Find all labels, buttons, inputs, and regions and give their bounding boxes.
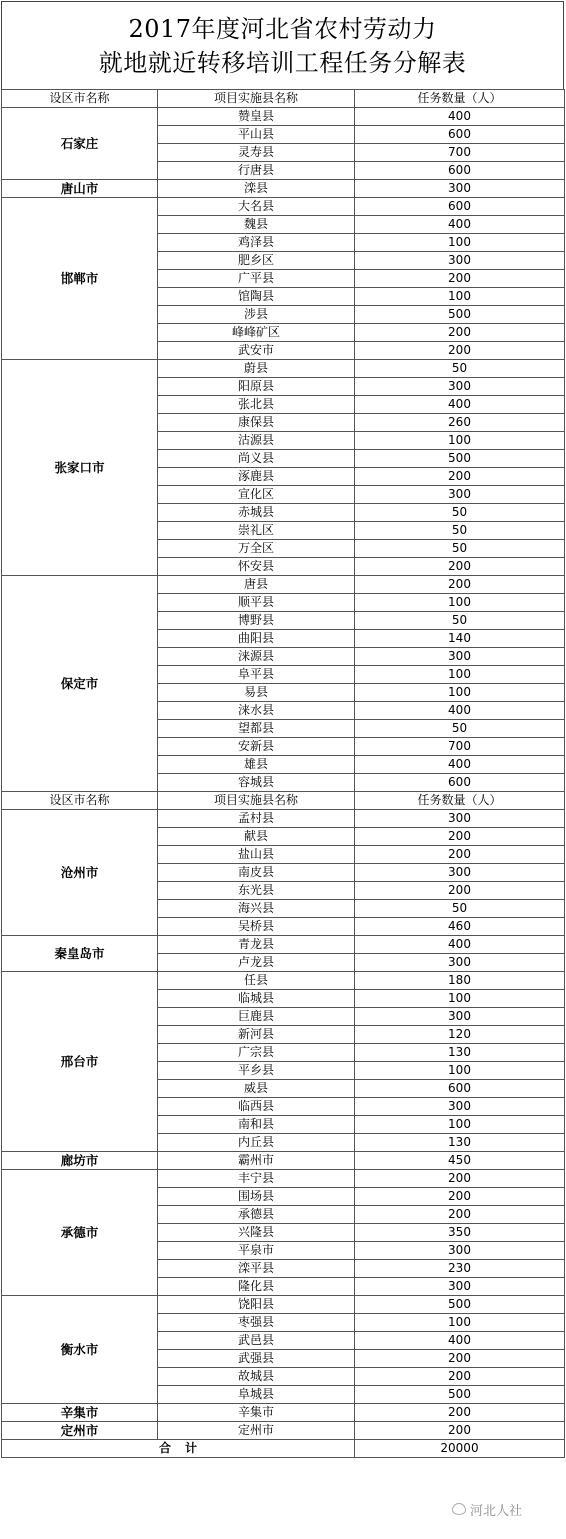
task-count-cell: 300: [355, 864, 565, 882]
table-header-row: [2, 90, 565, 108]
county-name-cell: 灵寿县: [158, 144, 355, 162]
county-name-cell: 容城县: [158, 774, 355, 792]
county-name-cell: 沽源县: [158, 432, 355, 450]
task-count-cell: 180: [355, 972, 565, 990]
county-name-cell: 青龙县: [158, 936, 355, 954]
task-count-cell: 300: [355, 180, 565, 198]
county-name-cell: 临城县: [158, 990, 355, 1008]
task-count-cell: 230: [355, 1260, 565, 1278]
task-count-cell: 100: [355, 1062, 565, 1080]
task-count-cell: 450: [355, 1152, 565, 1170]
total-value: 20000: [355, 1440, 565, 1458]
county-name-cell: 饶阳县: [158, 1296, 355, 1314]
county-name-cell: 博野县: [158, 612, 355, 630]
task-count-cell: 460: [355, 918, 565, 936]
county-name-cell: 霸州市: [158, 1152, 355, 1170]
task-count-cell: 50: [355, 720, 565, 738]
task-count-cell: 100: [355, 990, 565, 1008]
county-name-cell: 围场县: [158, 1188, 355, 1206]
task-count-cell: 200: [355, 1188, 565, 1206]
total-row: [2, 1440, 565, 1458]
county-name-cell: 康保县: [158, 414, 355, 432]
task-count-cell: 100: [355, 288, 565, 306]
county-name-cell: 广宗县: [158, 1044, 355, 1062]
city-name-cell: 石家庄: [2, 108, 158, 180]
task-count-cell: 200: [355, 828, 565, 846]
task-count-cell: 100: [355, 234, 565, 252]
county-name-cell: 枣强县: [158, 1314, 355, 1332]
task-count-cell: 100: [355, 594, 565, 612]
city-name-cell: 秦皇岛市: [2, 936, 158, 972]
header-count: 任务数量（人）: [355, 90, 565, 108]
task-count-cell: 100: [355, 1116, 565, 1134]
task-count-cell: 400: [355, 396, 565, 414]
task-count-cell: 200: [355, 1404, 565, 1422]
county-name-cell: 滦平县: [158, 1260, 355, 1278]
title-line-1: 2017年度河北省农村劳动力: [128, 14, 437, 43]
task-count-cell: 100: [355, 666, 565, 684]
table-header-row: [2, 792, 565, 810]
header-county: 项目实施县名称: [158, 90, 355, 108]
task-count-cell: 100: [355, 684, 565, 702]
task-count-cell: 600: [355, 126, 565, 144]
task-count-cell: 50: [355, 612, 565, 630]
task-count-cell: 200: [355, 882, 565, 900]
task-count-cell: 700: [355, 144, 565, 162]
county-name-cell: 武强县: [158, 1350, 355, 1368]
task-count-cell: 200: [355, 468, 565, 486]
county-name-cell: 内丘县: [158, 1134, 355, 1152]
city-name-cell: 辛集市: [2, 1404, 158, 1422]
task-count-cell: 400: [355, 756, 565, 774]
city-name-cell: 承德市: [2, 1170, 158, 1296]
county-name-cell: 平泉市: [158, 1242, 355, 1260]
task-count-cell: 300: [355, 810, 565, 828]
task-count-cell: 500: [355, 450, 565, 468]
county-name-cell: 峰峰矿区: [158, 324, 355, 342]
county-name-cell: 辛集市: [158, 1404, 355, 1422]
county-name-cell: 武邑县: [158, 1332, 355, 1350]
county-name-cell: 平乡县: [158, 1062, 355, 1080]
county-name-cell: 威县: [158, 1080, 355, 1098]
county-name-cell: 涞水县: [158, 702, 355, 720]
county-name-cell: 崇礼区: [158, 522, 355, 540]
task-count-cell: 300: [355, 1242, 565, 1260]
table-row: [2, 972, 565, 990]
county-name-cell: 唐县: [158, 576, 355, 594]
county-name-cell: 巨鹿县: [158, 1008, 355, 1026]
task-count-cell: 120: [355, 1026, 565, 1044]
task-count-cell: 500: [355, 306, 565, 324]
county-name-cell: 涿鹿县: [158, 468, 355, 486]
task-count-cell: 400: [355, 216, 565, 234]
county-name-cell: 承德县: [158, 1206, 355, 1224]
city-name-cell: 唐山市: [2, 180, 158, 198]
county-name-cell: 盐山县: [158, 846, 355, 864]
header-count: 任务数量（人）: [355, 792, 565, 810]
task-count-cell: 600: [355, 774, 565, 792]
county-name-cell: 临西县: [158, 1098, 355, 1116]
county-name-cell: 赤城县: [158, 504, 355, 522]
county-name-cell: 万全区: [158, 540, 355, 558]
task-count-cell: 300: [355, 954, 565, 972]
task-count-cell: 130: [355, 1134, 565, 1152]
county-name-cell: 曲阳县: [158, 630, 355, 648]
county-name-cell: 卢龙县: [158, 954, 355, 972]
county-name-cell: 滦县: [158, 180, 355, 198]
table-row: [2, 360, 565, 378]
header-county: 项目实施县名称: [158, 792, 355, 810]
county-name-cell: 顺平县: [158, 594, 355, 612]
table-row: [2, 108, 565, 126]
task-count-cell: 200: [355, 1170, 565, 1188]
county-name-cell: 阳原县: [158, 378, 355, 396]
task-count-cell: 200: [355, 576, 565, 594]
task-count-cell: 200: [355, 270, 565, 288]
task-count-cell: 260: [355, 414, 565, 432]
task-count-cell: 700: [355, 738, 565, 756]
task-table-body: [2, 90, 565, 1458]
task-count-cell: 300: [355, 1278, 565, 1296]
county-name-cell: 望都县: [158, 720, 355, 738]
county-name-cell: 广平县: [158, 270, 355, 288]
watermark-text: 河北人社: [470, 1503, 523, 1519]
task-count-cell: 300: [355, 486, 565, 504]
county-name-cell: 丰宁县: [158, 1170, 355, 1188]
task-count-cell: 400: [355, 936, 565, 954]
city-name-cell: 邢台市: [2, 972, 158, 1152]
table-row: [2, 1404, 565, 1422]
task-count-cell: 200: [355, 342, 565, 360]
table-row: [2, 1152, 565, 1170]
county-name-cell: 隆化县: [158, 1278, 355, 1296]
city-name-cell: 沧州市: [2, 810, 158, 936]
county-name-cell: 赞皇县: [158, 108, 355, 126]
task-count-cell: 400: [355, 702, 565, 720]
county-name-cell: 雄县: [158, 756, 355, 774]
county-name-cell: 定州市: [158, 1422, 355, 1440]
watermark: [448, 1499, 526, 1519]
county-name-cell: 平山县: [158, 126, 355, 144]
task-count-cell: 300: [355, 378, 565, 396]
table-row: [2, 1422, 565, 1440]
county-name-cell: 行唐县: [158, 162, 355, 180]
task-count-cell: 400: [355, 108, 565, 126]
county-name-cell: 海兴县: [158, 900, 355, 918]
county-name-cell: 故城县: [158, 1368, 355, 1386]
title-block: [1, 1, 564, 89]
city-name-cell: 定州市: [2, 1422, 158, 1440]
task-count-cell: 200: [355, 1206, 565, 1224]
county-name-cell: 蔚县: [158, 360, 355, 378]
task-count-cell: 50: [355, 504, 565, 522]
header-city: 设区市名称: [2, 792, 158, 810]
task-count-cell: 200: [355, 1368, 565, 1386]
task-count-cell: 200: [355, 1422, 565, 1440]
city-name-cell: 邯郸市: [2, 198, 158, 360]
city-name-cell: 张家口市: [2, 360, 158, 576]
total-label: 合计: [2, 1440, 355, 1458]
task-count-cell: 50: [355, 522, 565, 540]
task-count-cell: 350: [355, 1224, 565, 1242]
county-name-cell: 安新县: [158, 738, 355, 756]
county-name-cell: 新河县: [158, 1026, 355, 1044]
task-count-cell: 600: [355, 198, 565, 216]
table-row: [2, 576, 565, 594]
county-name-cell: 易县: [158, 684, 355, 702]
county-name-cell: 涉县: [158, 306, 355, 324]
city-name-cell: 保定市: [2, 576, 158, 792]
table-row: [2, 1296, 565, 1314]
table-row: [2, 198, 565, 216]
task-count-cell: 500: [355, 1296, 565, 1314]
task-count-cell: 50: [355, 360, 565, 378]
header-city: 设区市名称: [2, 90, 158, 108]
task-count-cell: 200: [355, 558, 565, 576]
table-row: [2, 180, 565, 198]
task-count-cell: 600: [355, 162, 565, 180]
table-row: [2, 936, 565, 954]
wechat-icon: [452, 1503, 466, 1515]
county-name-cell: 涞源县: [158, 648, 355, 666]
county-name-cell: 肥乡区: [158, 252, 355, 270]
task-count-cell: 300: [355, 1098, 565, 1116]
task-count-cell: 600: [355, 1080, 565, 1098]
county-name-cell: 张北县: [158, 396, 355, 414]
task-count-cell: 50: [355, 900, 565, 918]
title-line-2: 就地就近转移培训工程任务分解表: [98, 48, 467, 77]
county-name-cell: 吴桥县: [158, 918, 355, 936]
county-name-cell: 南和县: [158, 1116, 355, 1134]
county-name-cell: 阜城县: [158, 1386, 355, 1404]
task-count-cell: 400: [355, 1332, 565, 1350]
county-name-cell: 馆陶县: [158, 288, 355, 306]
county-name-cell: 宣化区: [158, 486, 355, 504]
task-count-cell: 300: [355, 252, 565, 270]
county-name-cell: 怀安县: [158, 558, 355, 576]
task-count-cell: 100: [355, 432, 565, 450]
task-count-cell: 200: [355, 846, 565, 864]
task-table: [1, 89, 565, 1458]
task-count-cell: 130: [355, 1044, 565, 1062]
county-name-cell: 尚义县: [158, 450, 355, 468]
task-count-cell: 200: [355, 324, 565, 342]
county-name-cell: 南皮县: [158, 864, 355, 882]
county-name-cell: 魏县: [158, 216, 355, 234]
task-count-cell: 300: [355, 648, 565, 666]
task-count-cell: 200: [355, 1350, 565, 1368]
county-name-cell: 阜平县: [158, 666, 355, 684]
city-name-cell: 廊坊市: [2, 1152, 158, 1170]
table-row: [2, 810, 565, 828]
county-name-cell: 大名县: [158, 198, 355, 216]
county-name-cell: 献县: [158, 828, 355, 846]
county-name-cell: 兴隆县: [158, 1224, 355, 1242]
county-name-cell: 武安市: [158, 342, 355, 360]
city-name-cell: 衡水市: [2, 1296, 158, 1404]
task-count-cell: 300: [355, 1008, 565, 1026]
county-name-cell: 鸡泽县: [158, 234, 355, 252]
task-count-cell: 140: [355, 630, 565, 648]
task-count-cell: 100: [355, 1314, 565, 1332]
county-name-cell: 东光县: [158, 882, 355, 900]
county-name-cell: 任县: [158, 972, 355, 990]
task-count-cell: 50: [355, 540, 565, 558]
county-name-cell: 孟村县: [158, 810, 355, 828]
task-count-cell: 500: [355, 1386, 565, 1404]
table-row: [2, 1170, 565, 1188]
